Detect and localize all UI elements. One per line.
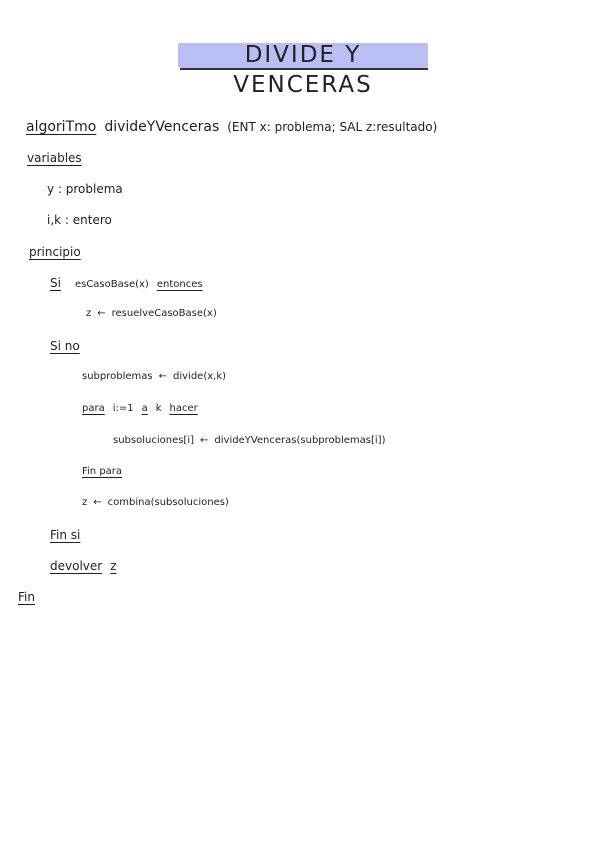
base-assign-rhs: resuelveCasoBase(x) [111, 308, 217, 319]
for-range: i:=1 [112, 403, 134, 414]
for-limit: k [155, 403, 162, 414]
assign-arrow: ← [97, 308, 106, 319]
principio-keyword: principio [29, 245, 81, 259]
for-to-keyword: a [141, 403, 148, 414]
endfor-line [82, 466, 122, 477]
variables-keyword: variables [27, 151, 82, 165]
if-keyword: Si [50, 276, 61, 290]
for-keyword: para [82, 403, 105, 414]
algorithm-name: divideYVenceras [104, 119, 220, 135]
title-underline [180, 68, 428, 70]
title-text: DIVIDE Y VENCERAS [233, 42, 373, 98]
end-line [18, 590, 35, 604]
divide-lhs: subproblemas [82, 371, 153, 382]
assign-arrow: ← [200, 435, 209, 446]
algorithm-keyword: algoriTmo [26, 119, 97, 135]
do-keyword: hacer [169, 403, 198, 414]
combine-line [82, 497, 229, 508]
base-assign-line [86, 308, 217, 319]
endfor-keyword: Fin para [82, 466, 123, 477]
page-title [176, 40, 430, 98]
return-line [50, 559, 117, 573]
end-keyword: Fin [18, 590, 35, 604]
assign-arrow: ← [93, 497, 102, 508]
algorithm-signature: (ENT x: problema; SAL z:resultado) [227, 120, 438, 134]
then-keyword: entonces [156, 279, 203, 290]
for-line [82, 403, 198, 414]
algorithm-header [26, 119, 437, 135]
else-line [50, 339, 80, 353]
if-condition: esCasoBase(x) [74, 279, 149, 290]
loop-rhs: divideYVenceras(subproblemas[i]) [214, 435, 386, 446]
return-keyword: devolver [50, 559, 103, 573]
if-line [50, 276, 203, 290]
principio-line [29, 245, 81, 259]
assign-arrow: ← [158, 371, 168, 382]
base-assign-lhs: z [86, 308, 92, 319]
combine-lhs: z [82, 497, 88, 508]
endif-line [50, 528, 80, 542]
return-value: z [110, 559, 117, 573]
variable-decl-y [47, 182, 123, 196]
variables-line [27, 151, 82, 165]
else-keyword: Si no [50, 339, 80, 353]
decl-y-text: y : problema [47, 182, 123, 196]
variable-decl-ik [47, 213, 112, 227]
divide-rhs: divide(x,k) [173, 371, 227, 382]
divide-line [82, 371, 226, 382]
loop-lhs: subsoluciones[i] [113, 435, 195, 446]
combine-rhs: combina(subsoluciones) [107, 497, 229, 508]
decl-ik-text: i,k : entero [47, 213, 112, 227]
endif-keyword: Fin si [50, 528, 81, 542]
loop-body-line [113, 435, 386, 446]
